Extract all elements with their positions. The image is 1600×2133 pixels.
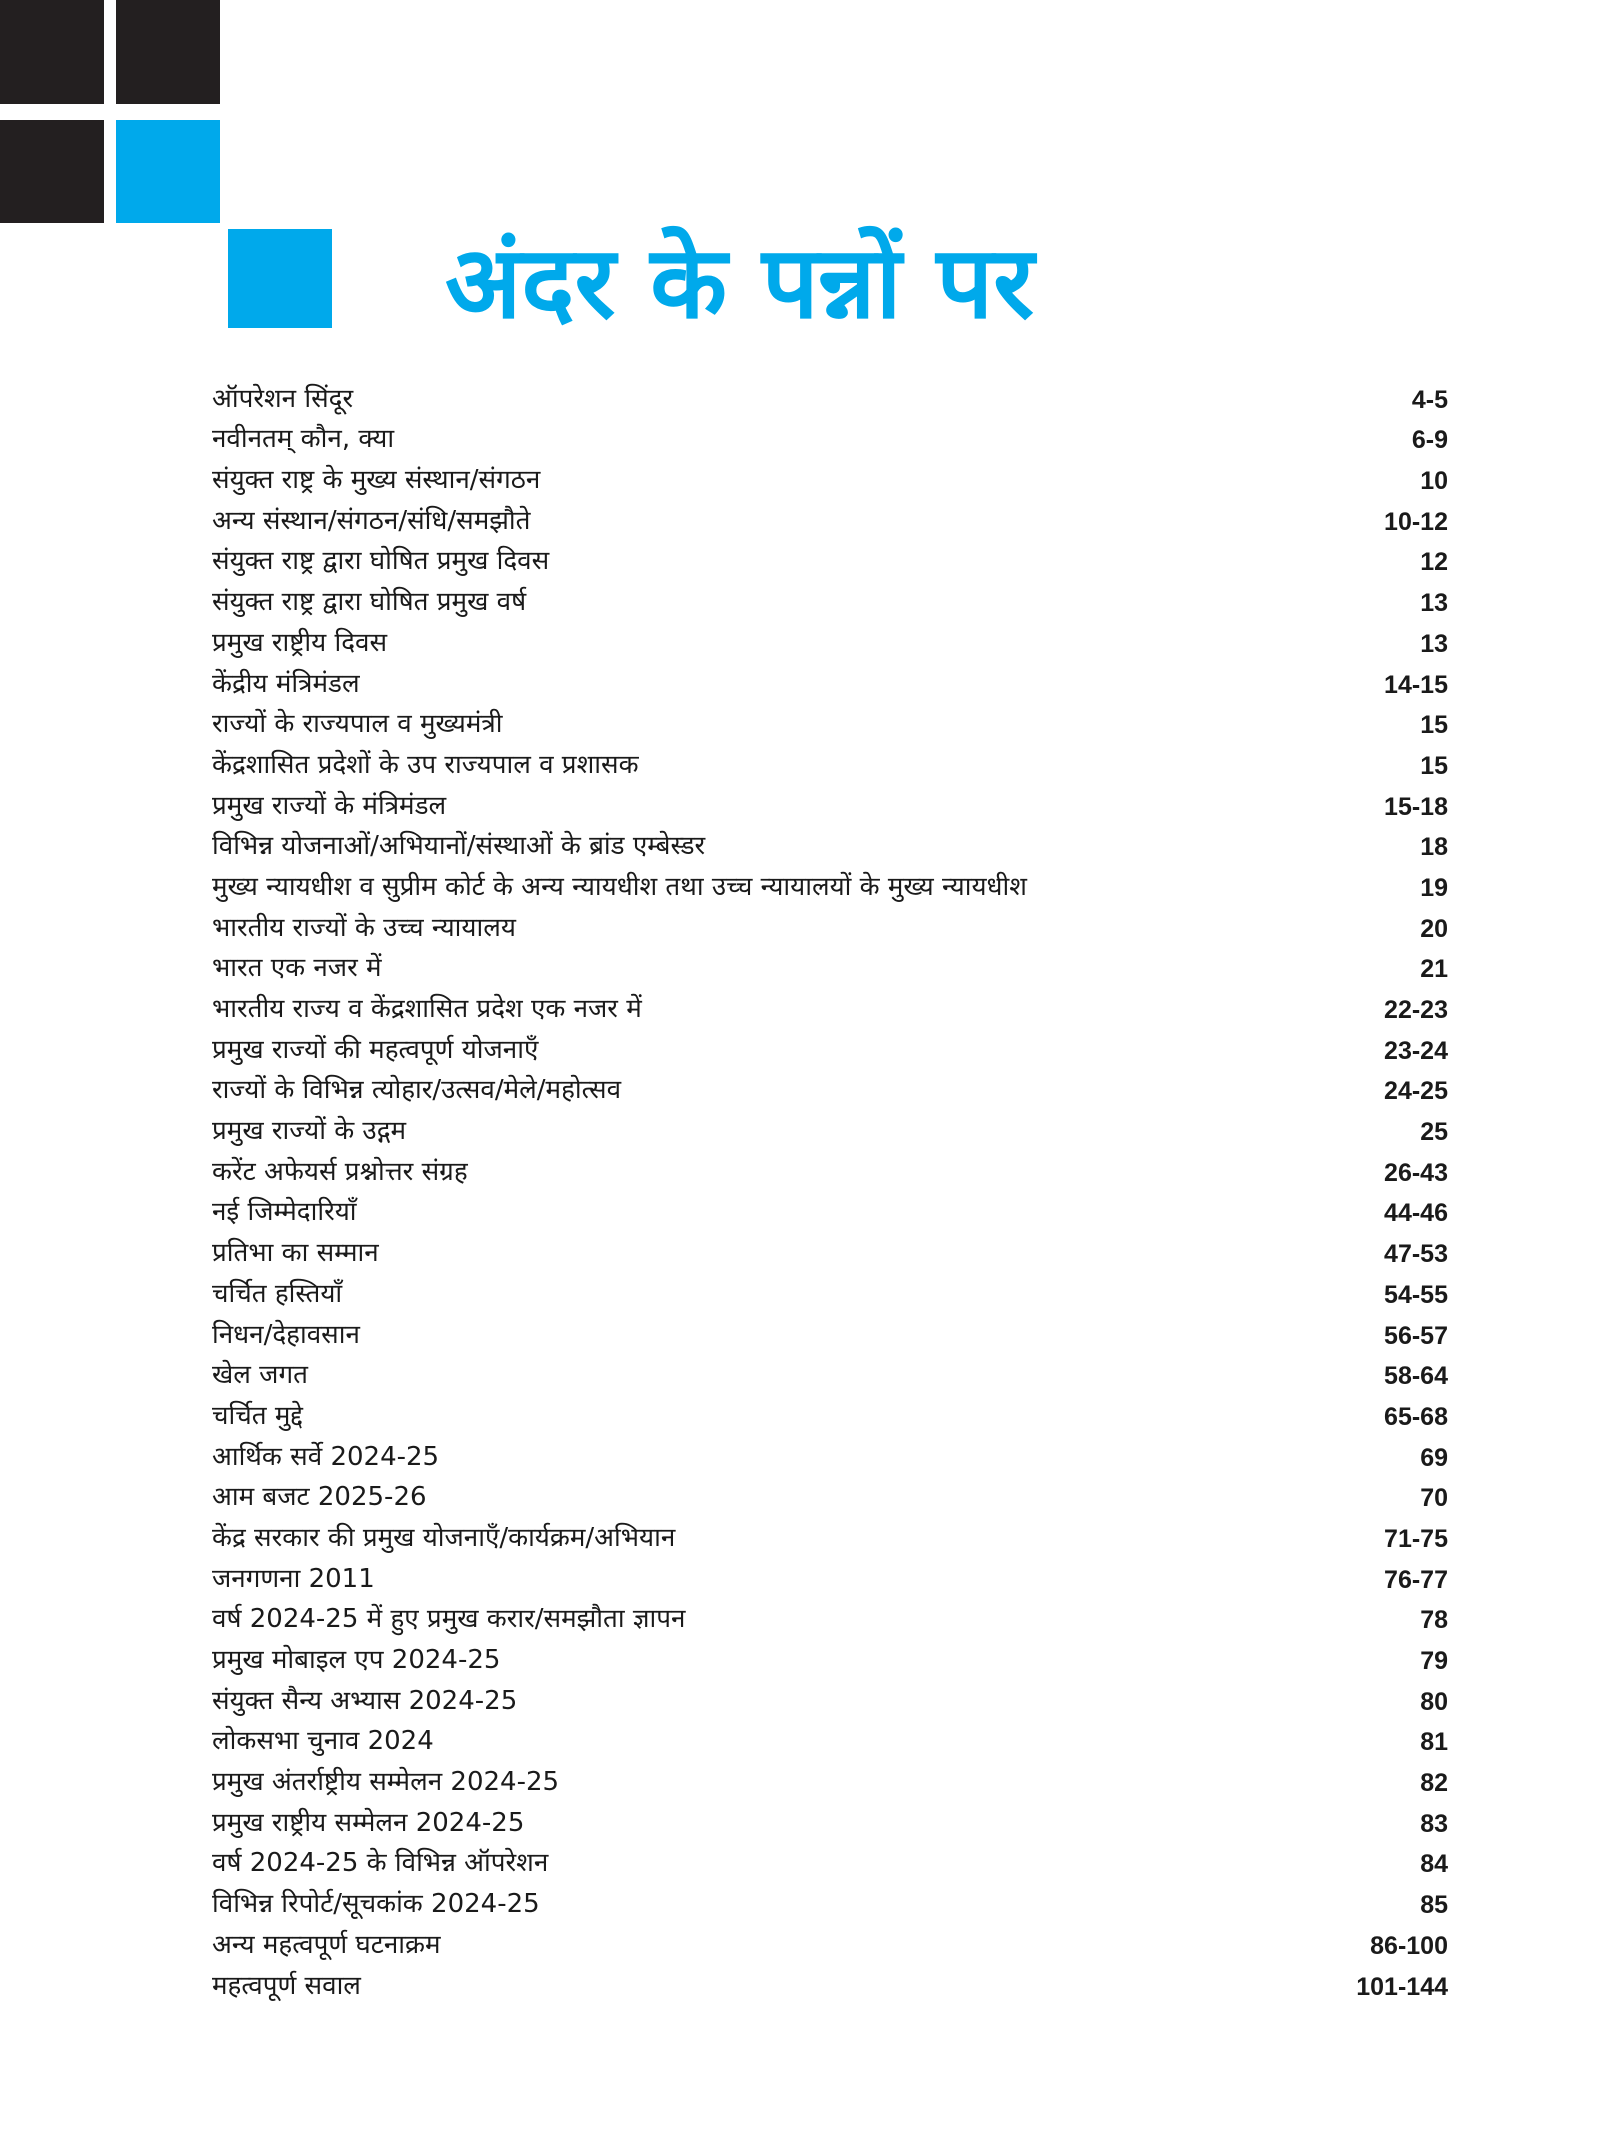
toc-entry-page: 10 (1420, 467, 1448, 496)
toc-entry[interactable] (212, 620, 1448, 661)
toc-entry-title: आर्थिक सर्वे 2024-25 (212, 1441, 440, 1472)
toc-entry-page: 13 (1420, 629, 1448, 658)
toc-entry-page: 84 (1420, 1850, 1448, 1879)
toc-entry[interactable] (212, 1800, 1448, 1841)
toc-entry-title: प्रमुख राज्यों की महत्वपूर्ण योजनाएँ (212, 1034, 539, 1065)
toc-entry[interactable] (212, 946, 1448, 987)
toc-entry[interactable] (212, 1149, 1448, 1190)
toc-entry-title: भारतीय राज्य व केंद्रशासित प्रदेश एक नजर में (212, 994, 642, 1024)
toc-entry-title: अन्य महत्वपूर्ण घटनाक्रम (212, 1929, 441, 1960)
toc-entry-page: 76-77 (1384, 1565, 1448, 1594)
toc-entry-title: केंद्रशासित प्रदेशों के उप राज्यपाल व प्रशासक (212, 749, 639, 780)
toc-entry-title: प्रतिभा का सम्मान (212, 1238, 379, 1269)
toc-entry[interactable] (212, 1841, 1448, 1882)
toc-entry-page: 54-55 (1384, 1280, 1448, 1309)
toc-entry-page: 18 (1420, 833, 1448, 862)
toc-entry-title: महत्वपूर्ण सवाल (212, 1970, 361, 2001)
toc-entry-page: 86-100 (1370, 1931, 1448, 1960)
corner-dark-square-1 (0, 0, 104, 104)
toc-entry-title: वर्ष 2024-25 के विभिन्न ऑपरेशन (212, 1848, 549, 1879)
toc-entry-title: आम बजट 2025-26 (212, 1482, 427, 1513)
toc-entry-page: 44-46 (1384, 1199, 1448, 1228)
toc-entry-page: 47-53 (1384, 1240, 1448, 1269)
toc-entry-page: 22-23 (1384, 996, 1448, 1024)
toc-entry-title: ऑपरेशन सिंदूर (212, 383, 354, 414)
toc-entry-title: संयुक्त राष्ट्र के मुख्य संस्थान/संगठन (212, 465, 541, 496)
toc-entry[interactable] (212, 376, 1448, 417)
toc-entry-page: 69 (1420, 1443, 1448, 1472)
toc-entry[interactable] (212, 1515, 1448, 1556)
toc-entry[interactable] (212, 783, 1448, 824)
toc-entry-title: चर्चित हस्तियाँ (212, 1278, 343, 1309)
toc-entry[interactable] (212, 1881, 1448, 1922)
toc-entry[interactable] (212, 1759, 1448, 1800)
toc-entry-title: मुख्य न्यायधीश व सुप्रीम कोर्ट के अन्य न्यायधीश तथा उच्च न्यायालयों के मुख्य न्यायधीश (212, 871, 1027, 902)
toc-entry[interactable] (212, 498, 1448, 539)
toc-entry-title: विभिन्न रिपोर्ट/सूचकांक 2024-25 (212, 1889, 540, 1920)
toc-entry[interactable] (212, 1353, 1448, 1394)
toc-entry[interactable] (212, 1719, 1448, 1760)
toc-entry-title: करेंट अफेयर्स प्रश्नोत्तर संग्रह (212, 1156, 468, 1187)
toc-entry-title: चर्चित मुद्दे (212, 1400, 303, 1431)
toc-entry-title: प्रमुख राष्ट्रीय सम्मेलन 2024-25 (212, 1807, 525, 1838)
toc-entry-title: विभिन्न योजनाओं/अभियानों/संस्थाओं के ब्रांड एम्बेस्डर (212, 831, 706, 862)
toc-entry-title: प्रमुख मोबाइल एप 2024-25 (212, 1645, 501, 1675)
toc-entry-page: 6-9 (1411, 426, 1448, 455)
toc-entry-page: 70 (1420, 1484, 1448, 1513)
toc-entry-page: 19 (1420, 873, 1448, 902)
toc-entry[interactable] (212, 1068, 1448, 1109)
toc-entry-page: 25 (1420, 1118, 1448, 1147)
corner-dark-square-3 (0, 120, 104, 223)
toc-entry[interactable] (212, 1556, 1448, 1597)
toc-entry-title: प्रमुख राज्यों के मंत्रिमंडल (212, 790, 447, 821)
toc-entry[interactable] (212, 1230, 1448, 1271)
toc-entry-title: राज्यों के विभिन्न त्योहार/उत्सव/मेले/महोत्सव (212, 1075, 622, 1106)
toc-entry-title: केंद्रीय मंत्रिमंडल (212, 668, 360, 699)
toc-entry-title: प्रमुख अंतर्राष्ट्रीय सम्मेलन 2024-25 (212, 1767, 560, 1798)
toc-entry-page: 15 (1420, 711, 1448, 740)
toc-entry-page: 12 (1420, 548, 1448, 577)
toc-entry[interactable] (212, 539, 1448, 580)
toc-entry[interactable] (212, 1271, 1448, 1312)
toc-entry-page: 23-24 (1384, 1036, 1448, 1065)
toc-entry-page: 10-12 (1384, 507, 1448, 536)
toc-entry[interactable] (212, 1108, 1448, 1149)
toc-entry-title: भारतीय राज्यों के उच्च न्यायालय (212, 912, 516, 943)
toc-entry[interactable] (212, 864, 1448, 905)
toc-entry-page: 81 (1420, 1728, 1448, 1757)
toc-entry[interactable] (212, 1475, 1448, 1516)
toc-entry-title: लोकसभा चुनाव 2024 (212, 1726, 434, 1757)
toc-entry-page: 21 (1420, 955, 1448, 984)
toc-entry[interactable] (212, 702, 1448, 743)
toc-entry[interactable] (212, 1922, 1448, 1963)
toc-entry-page: 79 (1420, 1647, 1448, 1675)
toc-entry[interactable] (212, 1190, 1448, 1231)
table-of-contents (212, 376, 1448, 2004)
toc-entry[interactable] (212, 457, 1448, 498)
toc-entry-page: 82 (1420, 1769, 1448, 1798)
toc-entry[interactable] (212, 661, 1448, 702)
toc-entry-page: 20 (1420, 914, 1448, 943)
toc-entry-page: 71-75 (1384, 1524, 1448, 1553)
toc-entry-title: नई जिम्मेदारियाँ (212, 1197, 357, 1228)
toc-entry-title: नवीनतम् कौन, क्या (212, 424, 395, 455)
toc-entry-title: वर्ष 2024-25 में हुए प्रमुख करार/समझौता ज्ञापन (212, 1604, 686, 1635)
toc-entry-page: 4-5 (1411, 385, 1448, 414)
toc-entry-title: खेल जगत (212, 1360, 308, 1391)
toc-entry[interactable] (212, 1027, 1448, 1068)
toc-entry[interactable] (212, 1678, 1448, 1719)
toc-entry-page: 83 (1420, 1809, 1448, 1838)
toc-entry-title: संयुक्त राष्ट्र द्वारा घोषित प्रमुख वर्ष (212, 587, 527, 618)
toc-entry-title: राज्यों के राज्यपाल व मुख्यमंत्री (212, 709, 503, 740)
toc-entry-page: 56-57 (1384, 1321, 1448, 1350)
corner-blue-square-1 (116, 120, 220, 223)
page-title: अंदर के पन्नों पर (445, 224, 1035, 341)
toc-entry[interactable] (212, 905, 1448, 946)
toc-entry-page: 78 (1420, 1606, 1448, 1635)
toc-entry-title: निधन/देहावसान (212, 1319, 360, 1350)
toc-entry-title: प्रमुख राज्यों के उद्गम (212, 1116, 407, 1147)
toc-entry-title: जनगणना 2011 (212, 1563, 375, 1594)
toc-entry[interactable] (212, 824, 1448, 865)
toc-entry[interactable] (212, 1963, 1448, 2004)
toc-entry-title: केंद्र सरकार की प्रमुख योजनाएँ/कार्यक्रम/अभियान (212, 1522, 676, 1553)
toc-entry[interactable] (212, 1637, 1448, 1678)
toc-entry-page: 26-43 (1384, 1158, 1448, 1187)
toc-entry-page: 58-64 (1384, 1362, 1448, 1391)
toc-entry[interactable] (212, 742, 1448, 783)
toc-entry-title: भारत एक नजर में (212, 953, 382, 984)
toc-entry-page: 65-68 (1384, 1402, 1448, 1431)
toc-entry[interactable] (212, 1393, 1448, 1434)
toc-entry[interactable] (212, 1597, 1448, 1638)
toc-entry-title: संयुक्त राष्ट्र द्वारा घोषित प्रमुख दिवस (212, 546, 550, 577)
toc-entry-title: अन्य संस्थान/संगठन/संधि/समझौते (212, 505, 531, 536)
toc-entry-page: 14-15 (1384, 670, 1448, 699)
toc-entry-page: 15 (1420, 751, 1448, 780)
toc-entry[interactable] (212, 1434, 1448, 1475)
toc-entry[interactable] (212, 579, 1448, 620)
toc-entry[interactable] (212, 986, 1448, 1027)
toc-entry-page: 80 (1420, 1687, 1448, 1716)
toc-entry-page: 101-144 (1356, 1972, 1448, 2001)
toc-entry[interactable] (212, 1312, 1448, 1353)
toc-entry-page: 85 (1420, 1891, 1448, 1920)
toc-entry-page: 13 (1420, 589, 1448, 618)
corner-blue-square-2 (228, 229, 332, 328)
toc-entry-page: 15-18 (1384, 792, 1448, 821)
toc-entry-title: प्रमुख राष्ट्रीय दिवस (212, 627, 388, 658)
toc-entry-page: 24-25 (1384, 1077, 1448, 1106)
toc-entry-title: संयुक्त सैन्य अभ्यास 2024-25 (212, 1685, 518, 1716)
corner-dark-square-2 (116, 0, 220, 104)
toc-entry[interactable] (212, 417, 1448, 458)
